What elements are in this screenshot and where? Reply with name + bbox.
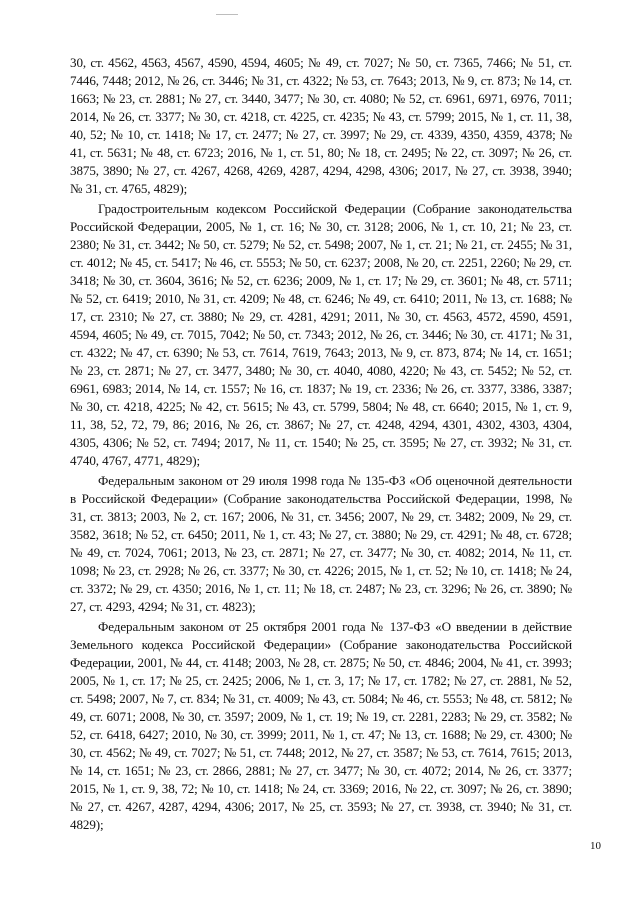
page-number: 10	[590, 840, 601, 852]
paragraph-land-code-law: Федеральным законом от 25 октября 2001 года № 137-ФЗ «О введении в действие Земельного кодекса Российской Федерации» (Собрание законодательства Российской Федерации, 2001, № 44, ст. 4148; 2003, № 28, ст. 2875; № 50, ст. 4846; 2004, № 41, ст. 3993; 2005, № 1, ст. 17; № 25, ст. 2425; 2006, № 1, ст. 3, 17; № 17, ст. 1782; № 27, ст. 2881, № 52, ст. 5498; 2007, № 7, ст. 834; № 31, ст. 4009; № 43, ст. 5084; № 46, ст. 5553; № 48, ст. 5812; № 49, ст. 6071; 2008, № 30, ст. 3597; 2009, № 1, ст. 19; № 19, ст. 2281, 2283; № 29, ст. 3582; № 52, ст. 6418, 6427; 2010, № 30, ст. 3999; 2011, № 1, ст. 47; № 13, ст. 1688; № 29, ст. 4300; № 30, ст. 4562; № 49, ст. 7027; № 51, ст. 7448; 2012, № 27, ст. 3587; № 53, ст. 7614, 7615; 2013, № 14, ст. 1651; № 23, ст. 2866, 2881; № 27, ст. 3477; № 30, ст. 4072; 2014, № 26, ст. 3377; 2015, № 1, ст. 9, 38, 72; № 10, ст. 1418; № 24, ст. 3369; 2016, № 22, ст. 3097; № 26, ст. 3890; № 27, ст. 4267, 4287, 4294, 4306; 2017, № 25, ст. 3593; № 27, ст. 3938, ст. 3940; № 31, ст. 4829);	[70, 619, 572, 832]
document-body	[70, 54, 572, 834]
scan-artifact-line	[216, 14, 238, 15]
paragraph-urban-planning-code: Градостроительным кодексом Российской Федерации (Собрание законодательства Российской Федерации, 2005, № 1, ст. 16; № 30, ст. 3128; 2006, № 1, ст. 10, 21; № 23, ст. 2380; № 31, ст. 3442; № 50, ст. 5279; № 52, ст. 5498; 2007, № 1, ст. 21; № 21, ст. 2455; № 31, ст. 4012; № 45, ст. 5417; № 46, ст. 5553; № 50, ст. 6237; 2008, № 20, ст. 2251, 2260; № 29, ст. 3418; № 30, ст. 3604, 3616; № 52, ст. 6236; 2009, № 1, ст. 17; № 29, ст. 3601; № 48, ст. 5711; № 52, ст. 6419; 2010, № 31, ст. 4209; № 48, ст. 6246; № 49, ст. 6410; 2011, № 13, ст. 1688; № 17, ст. 2310; № 27, ст. 3880; № 29, ст. 4281, 4291; 2011, № 30, ст. 4563, 4572, 4590, 4591, 4594, 4605; № 49, ст. 7015, 7042; № 50, ст. 7343; 2012, № 26, ст. 3446; № 30, ст. 4171; № 31, ст. 4322; № 47, ст. 6390; № 53, ст. 7614, 7619, 7643; 2013, № 9, ст. 873, 874; № 14, ст. 1651; № 23, ст. 2871; № 27, ст. 3477, 3480; № 30, ст. 4040, 4080, 4220; № 43, ст. 5452; № 52, ст. 6961, 6983; 2014, № 14, ст. 1557; № 16, ст. 1837; № 19, ст. 2336; № 26, ст. 3377, 3386, 3387; № 30, ст. 4218, 4225; № 42, ст. 5615; № 43, ст. 5799, 5804; № 48, ст. 6640; 2015, № 1, ст. 9, 11, 38, 52, 72, 79, 86; 2016, № 26, ст. 3867; № 27, ст. 4248, 4294, 4301, 4302, 4303, 4304, 4305, 4306; № 52, ст. 7494; 2017, № 11, ст. 1540; № 25, ст. 3595; № 27, ст. 3932; № 31, ст. 4740, 4767, 4771, 4829);	[70, 201, 572, 468]
paragraph-appraisal-law: Федеральным законом от 29 июля 1998 года № 135-ФЗ «Об оценочной деятельности в Российской Федерации» (Собрание законодательства Российской Федерации, 1998, № 31, ст. 3813; 2003, № 2, ст. 167; 2006, № 31, ст. 3456; 2007, № 29, ст. 3482; 2009, № 29, ст. 3582, 3618; № 52, ст. 6450; 2011, № 1, ст. 43; № 27, ст. 3880; № 29, ст. 4291; № 48, ст. 6728; № 49, ст. 7024, 7061; 2013, № 23, ст. 2871; № 27, ст. 3477; № 30, ст. 4082; 2014, № 11, ст. 1098; № 23, ст. 2928; № 26, ст. 3377; № 30, ст. 4226; 2015, № 1, ст. 52; № 10, ст. 1418; № 24, ст. 3372; № 29, ст. 4350; 2016, № 1, ст. 11; № 18, ст. 2487; № 23, ст. 3296; № 26, ст. 3890; № 27, ст. 4293, 4294; № 31, ст. 4823);	[70, 473, 572, 614]
paragraph-continuation: 30, ст. 4562, 4563, 4567, 4590, 4594, 4605; № 49, ст. 7027; № 50, ст. 7365, 7466; № 51, ст. 7446, 7448; 2012, № 26, ст. 3446; № 31, ст. 4322; № 53, ст. 7643; 2013, № 9, ст. 873; № 14, ст. 1663; № 23, ст. 2881; № 27, ст. 3440, 3477; № 30, ст. 4080; № 52, ст. 6961, 6971, 6976, 7011; 2014, № 26, ст. 3377; № 30, ст. 4218, ст. 4225, ст. 4235; № 43, ст. 5799; 2015, № 1, ст. 11, 38, 40, 52; № 10, ст. 1418; № 17, ст. 2477; № 27, ст. 3997; № 29, ст. 4339, 4350, 4359, 4378; № 41, ст. 5631; № 48, ст. 6723; 2016, № 1, ст. 51, 80; № 18, ст. 2495; № 22, ст. 3097; № 26, ст. 3875, 3890; № 27, ст. 4267, 4268, 4269, 4287, 4294, 4298, 4306; 2017, № 27, ст. 3938, 3940; № 31, ст. 4765, 4829);	[70, 55, 572, 196]
